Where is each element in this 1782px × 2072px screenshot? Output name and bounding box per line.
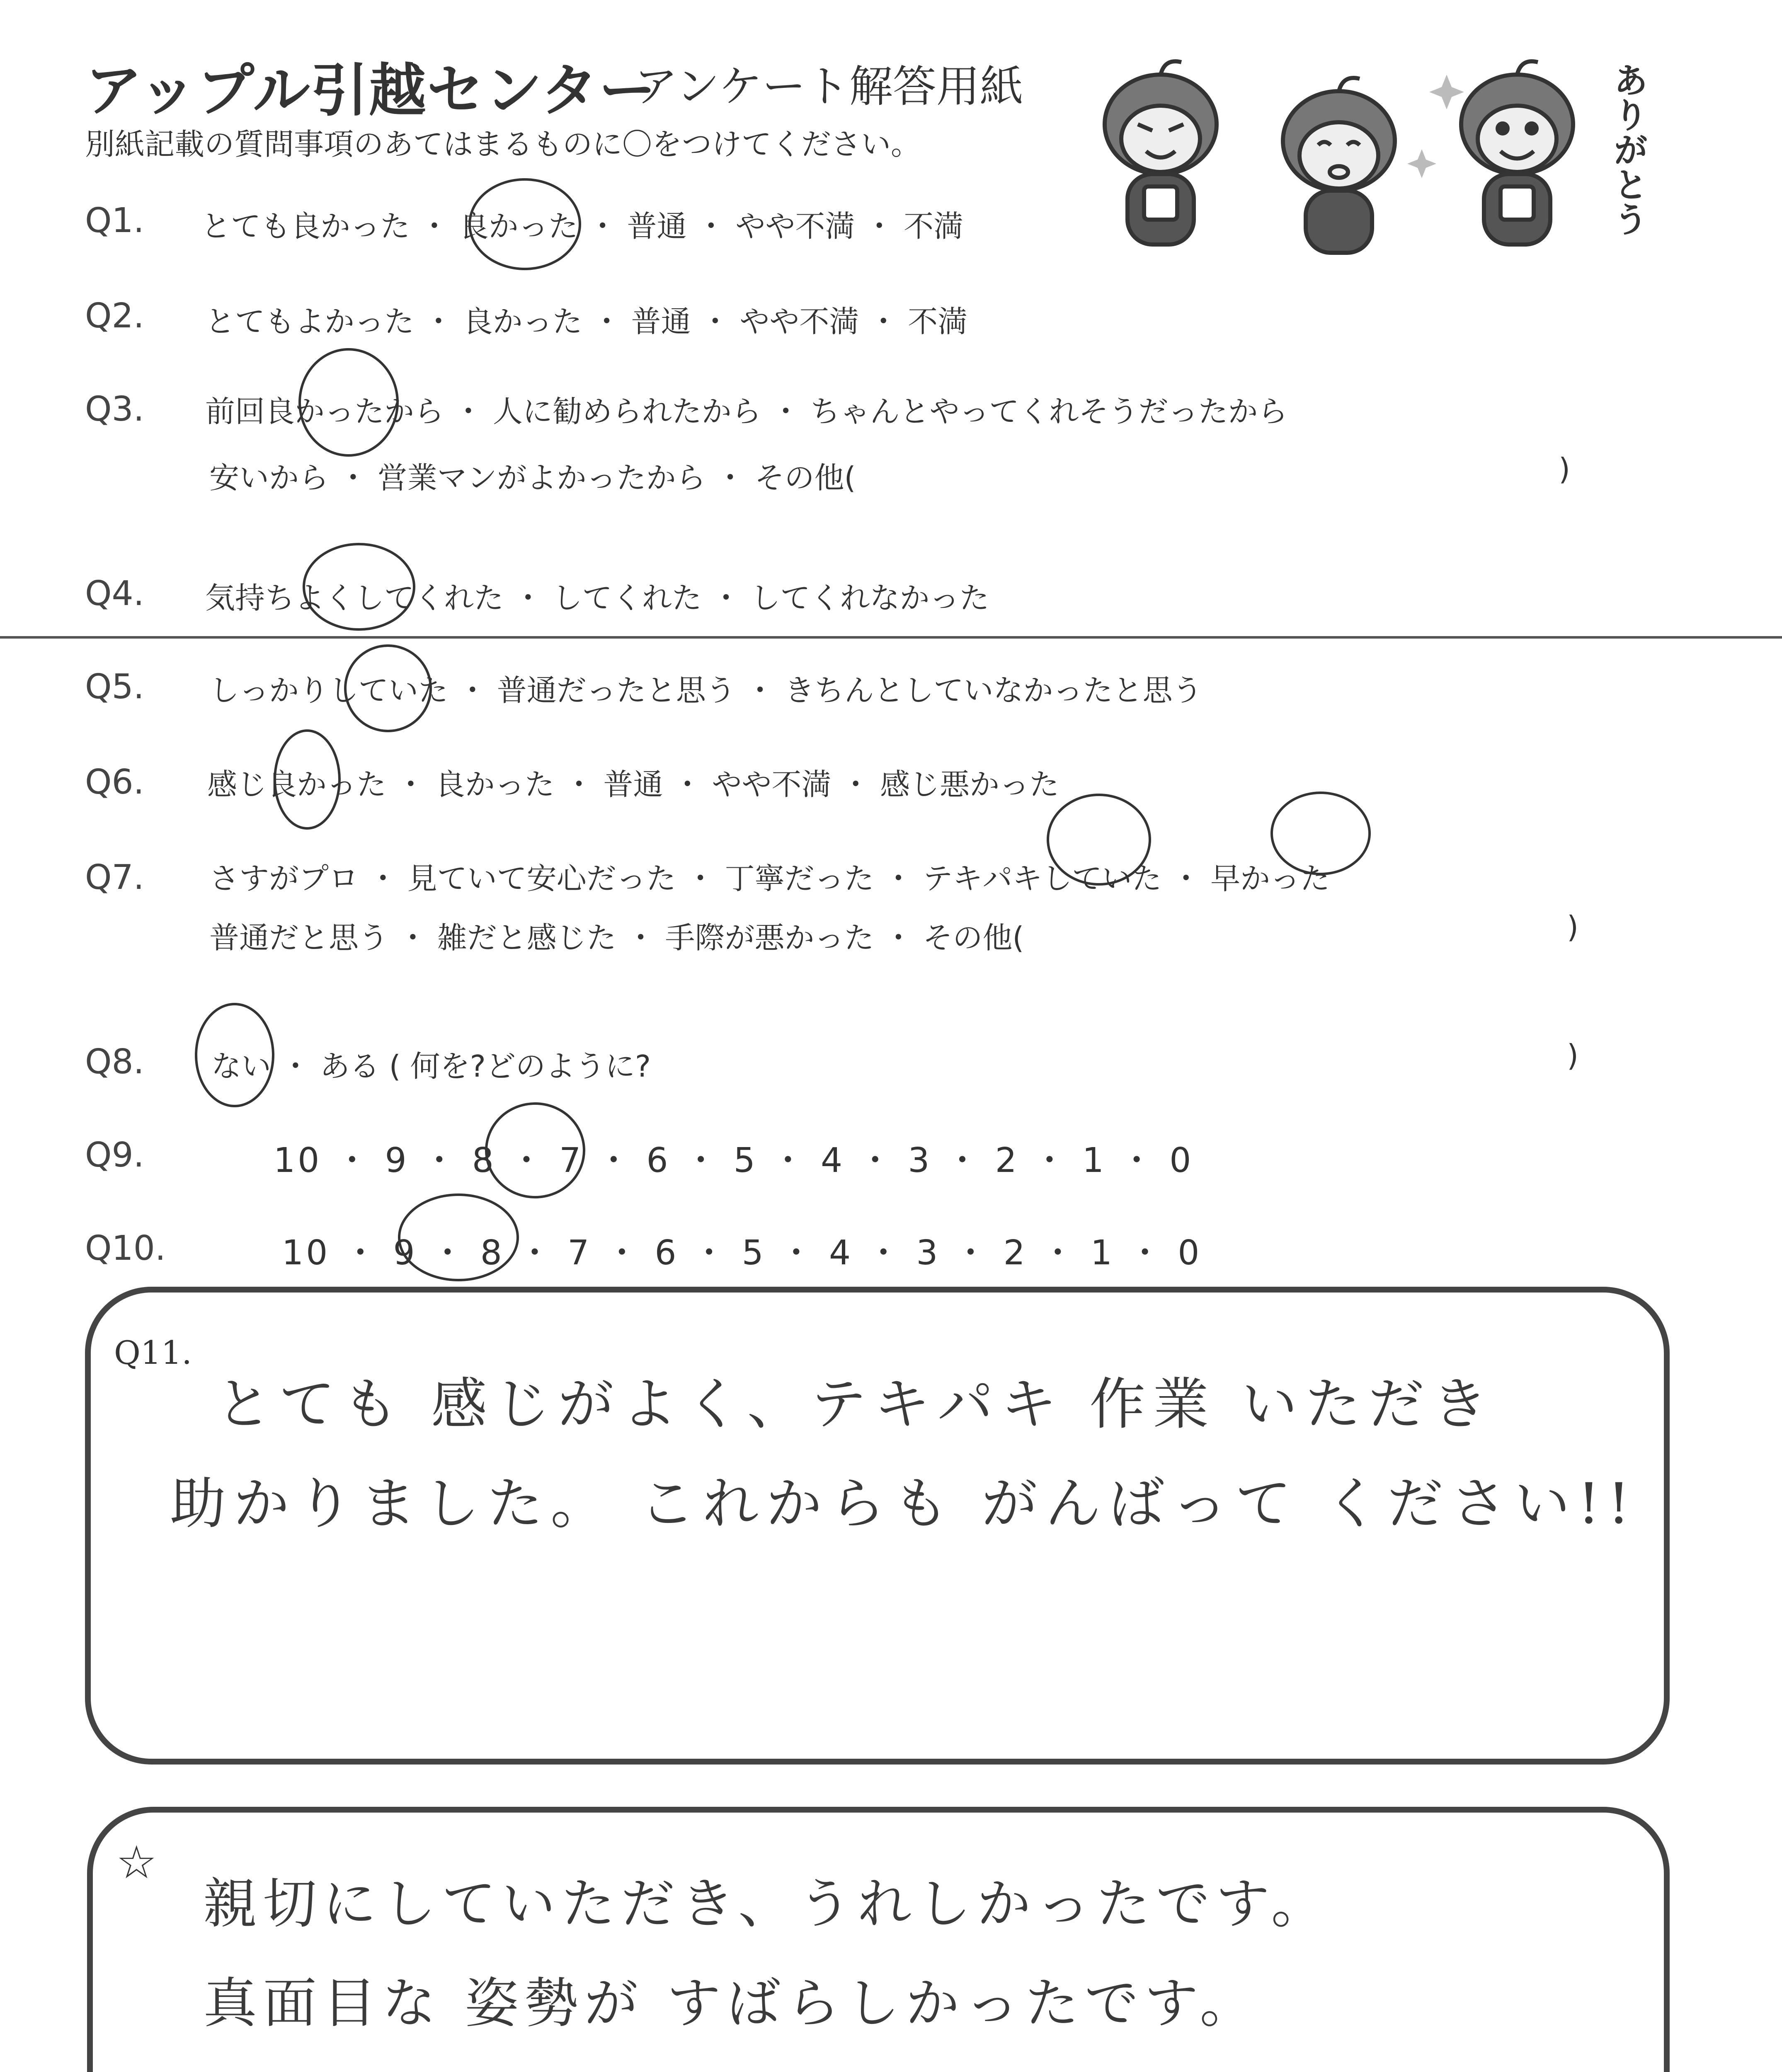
- q11-comment-line1: とても 感じがよく、テキパキ 作業 いただき: [216, 1372, 1496, 1437]
- q3-close-paren: ): [1559, 452, 1571, 487]
- q7-selection-circle-2: [1270, 792, 1371, 875]
- survey-subtitle: アンケート解答用紙: [634, 61, 1023, 112]
- q7-selection-circle-1: [1047, 794, 1151, 886]
- q1-selection-circle: [468, 178, 581, 270]
- q1-options: とても良かった ・ 良かった ・ 普通 ・ やや不満 ・ 不満: [201, 209, 964, 244]
- q5-options: しっかりしていた ・ 普通だったと思う ・ きちんとしていなかったと思う: [209, 673, 1203, 708]
- q11-label: Q11.: [114, 1334, 192, 1372]
- q2-options: とてもよかった ・ 良かった ・ 普通 ・ やや不満 ・ 不満: [205, 304, 968, 339]
- q9-number: Q9.: [85, 1135, 144, 1175]
- mascot-illustration: [1061, 46, 1650, 261]
- q3-options-line1: 前回良かったから ・ 人に勧められたから ・ ちゃんとやってくれそうだったから: [205, 394, 1288, 429]
- q10-selection-circle: [398, 1193, 519, 1281]
- q6-selection-circle: [274, 729, 341, 830]
- q4-number: Q4.: [85, 574, 144, 613]
- star-comment-line1: 親切にしていただき、うれしかったです。: [203, 1872, 1331, 1935]
- q3-selection-circle: [298, 348, 399, 457]
- fold-line: [0, 636, 1782, 639]
- q8-number: Q8.: [85, 1042, 144, 1082]
- q4-selection-circle: [303, 543, 415, 631]
- q2-number: Q2.: [85, 296, 144, 336]
- q7-options-line2: 普通だと思う ・ 雑だと感じた ・ 手際が悪かった ・ その他(: [209, 920, 1024, 955]
- q9-selection-circle: [485, 1102, 585, 1198]
- q6-options: 感じ良かった ・ 良かった ・ 普通 ・ やや不満 ・ 感じ悪かった: [207, 767, 1060, 802]
- survey-company-title: アップル引越センター: [85, 57, 657, 124]
- q8-close-paren: ): [1567, 1038, 1579, 1073]
- q5-number: Q5.: [85, 667, 144, 707]
- q7-options-line1: さすがプロ ・ 見ていて安心だった ・ 丁寧だった ・ テキパキしていた ・ 早かった: [209, 861, 1330, 896]
- q6-number: Q6.: [85, 762, 144, 802]
- star-label: ☆: [116, 1836, 157, 1889]
- q1-number: Q1.: [85, 201, 144, 240]
- thanks-text: ありがとう: [1608, 62, 1649, 236]
- q4-options: 気持ちよくしてくれた ・ してくれた ・ してくれなかった: [205, 581, 989, 615]
- q11-comment-line2: 助かりました。 これからも がんばって ください!!: [170, 1471, 1638, 1536]
- q10-scale: 10 ・ 9 ・ 8 ・ 7 ・ 6 ・ 5 ・ 4 ・ 3 ・ 2 ・ 1 ・ 0: [282, 1233, 1202, 1273]
- q9-scale: 10 ・ 9 ・ 8 ・ 7 ・ 6 ・ 5 ・ 4 ・ 3 ・ 2 ・ 1 ・ 0: [274, 1141, 1194, 1180]
- q8-selection-circle: [195, 1003, 274, 1107]
- q3-number: Q3.: [85, 390, 144, 429]
- q8-options: ない ・ ある ( 何を?どのように?: [211, 1049, 651, 1084]
- q3-options-line2: 安いから ・ 営業マンがよかったから ・ その他(: [209, 460, 856, 495]
- q5-selection-circle: [344, 644, 432, 732]
- q7-number: Q7.: [85, 858, 144, 897]
- q7-close-paren: ): [1567, 910, 1579, 944]
- q10-number: Q10.: [85, 1229, 166, 1268]
- instruction-text: 別紙記載の質問事項のあてはまるものに〇をつけてください。: [85, 127, 921, 162]
- star-comment-line2: 真面目な 姿勢が すばらしかったです。: [203, 1972, 1260, 2035]
